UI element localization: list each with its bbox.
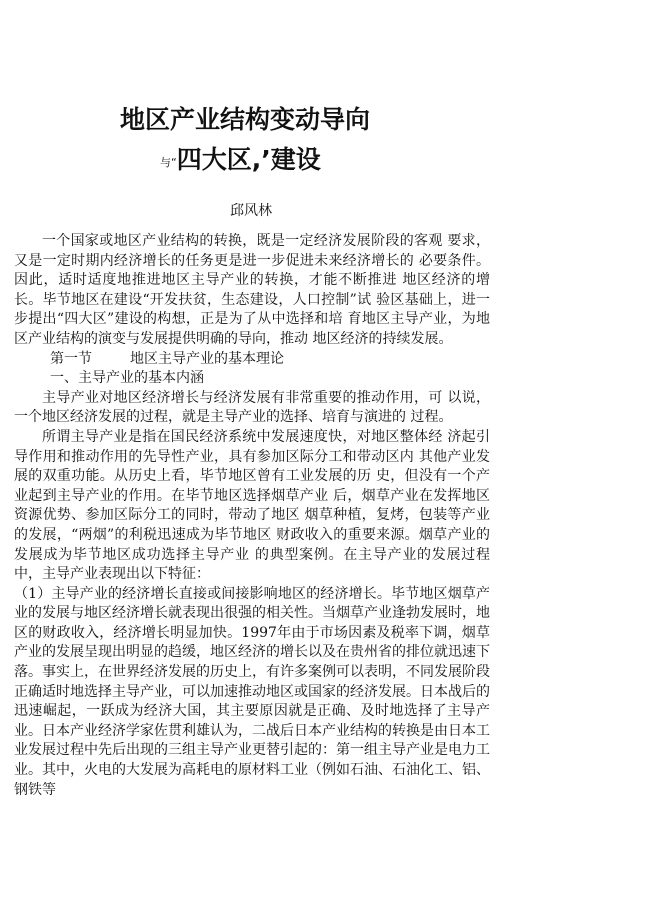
author-name: 邱风林	[230, 203, 272, 219]
subtitle-main: 四大区,’建设	[176, 145, 321, 174]
chapter-label: 第一节	[50, 350, 92, 367]
document-subtitle	[160, 140, 321, 176]
paragraph-definition: 所谓主导产业是指在国民经济系统中发展速度快，对地区整体经 济起引导作用和推动作用的先导性产业，具有参加区际分工和带动区内 其他产业发展的双重功能。从历史上看，毕节地区曾有工业发展的历 史，但没有一个产业起到主导产业的作用。在毕节地区选择烟草产业 后，烟草产业在发挥地区资源优势、参加区际分工的同时，带动了地区 烟草种植，复烤，包装等产业的发展，“两烟”的利税迅速成为毕节地区 财政收入的重要来源。烟草产业的发展成为毕节地区成功选择主导产业 的典型案例。在主导产业的发展过程中，主导产业表现出以下特征：	[14, 428, 490, 583]
chapter-title: 地区主导产业的基本理论	[130, 350, 284, 367]
article-body	[14, 232, 490, 800]
paragraph-feature-1: （1）主导产业的经济增长直接或间接影响地区的经济增长。毕节地区烟草产业的发展与地区经济增长就表现出很强的相关性。当烟草产业逢勃发展时，地区的财政收入，经济增长明显加快。1997年由于市场因素及税率下调，烟草产业的发展呈现出明显的趋缓，地区经济的增长以及在贵州省的排位就迅速下落。事实上，在世界经济发展的历史上，有许多案例可以表明，不同发展阶段正确适时地选择主导产业，可以加速推动地区或国家的经济发展。日本战后的迅速崛起，一跃成为经济大国，其主要原因就是正确、及时地选择了主导产业。日本产业经济学家佐贯利雄认为，二战后日本产业结构的转换是由日本工业发展过程中先后出现的三组主导产业更替引起的：第一组主导产业是电力工业。其中，火电的大发展为高耗电的原材料工业（例如石油、石油化工、铝、钢铁等	[14, 585, 490, 798]
document-title: 地区产业结构变动导向	[120, 105, 371, 134]
paragraph-intro: 一个国家或地区产业结构的转换，既是一定经济发展阶段的客观 要求，又是一定时期内经济增长的任务更是进一步促进未来经济增长的 必要条件。因此，适时适度地推进地区主导产业的转换，才能不断推进 地区经济的增长。毕节地区在建设“开发扶贫，生态建设，人口控制”试 验区基础上，进一步提出“四大区”建设的构想，正是为了从中选择和培 育地区主导产业，为地区产业结构的演变与发展提供明确的导向，推动 地区经济的持续发展。	[14, 233, 490, 347]
subtitle-prefix: 与“	[160, 156, 177, 169]
subsection-heading: 一、主导产业的基本内涵	[50, 370, 204, 387]
paragraph-role: 主导产业对地区经济增长与经济发展有非常重要的推动作用，可 以说，一个地区经济发展的过程，就是主导产业的选择、培育与演进的 过程。	[14, 389, 490, 426]
section-heading	[14, 350, 490, 370]
